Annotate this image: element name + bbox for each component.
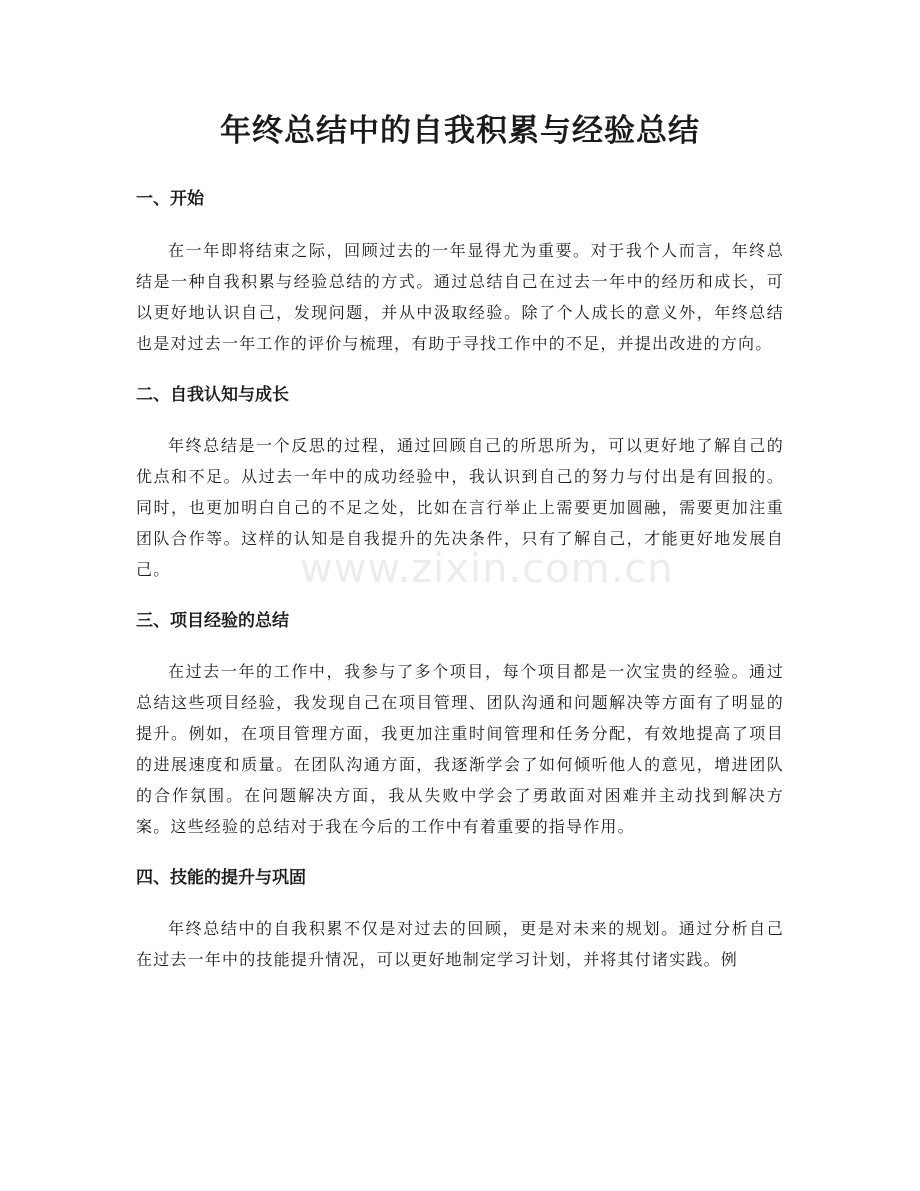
section-project-experience bbox=[136, 608, 784, 842]
section-paragraph: 在过去一年的工作中，我参与了多个项目，每个项目都是一次宝贵的经验。通过总结这些项目经验，我发现自己在项目管理、团队沟通和问题解决等方面有了明显的提升。例如，在项目管理方面，我更加注重时间管理和任务分配，有效地提高了项目的进展速度和质量。在团队沟通方面，我逐渐学会了如何倾听他人的意见，增进团队的合作氛围。在问题解决方面，我从失败中学会了勇敢面对困难并主动找到解决方案。这些经验的总结对于我在今后的工作中有着重要的指导作用。 bbox=[136, 662, 784, 836]
section-start bbox=[136, 186, 784, 359]
section-heading: 四、技能的提升与巩固 bbox=[136, 868, 306, 888]
section-paragraph: 在一年即将结束之际，回顾过去的一年显得尤为重要。对于我个人而言，年终总结是一种自我积累与经验总结的方式。通过总结自己在过去一年中的经历和成长，可以更好地认识自己，发现问题，并从中汲取经验。除了个人成长的意义外，年终总结也是对过去一年工作的评价与梳理，有助于寻找工作中的不足，并提出改进的方向。 bbox=[136, 241, 784, 353]
section-heading: 二、自我认知与成长 bbox=[136, 385, 289, 405]
section-self-awareness bbox=[136, 382, 784, 585]
section-heading: 一、开始 bbox=[136, 189, 204, 209]
document-title: 年终总结中的自我积累与经验总结 bbox=[220, 113, 700, 149]
watermark: www.zixin.com.cn bbox=[300, 546, 674, 592]
section-skills bbox=[136, 865, 784, 975]
section-heading: 三、项目经验的总结 bbox=[136, 611, 289, 631]
section-paragraph: 年终总结中的自我积累不仅是对过去的回顾，更是对未来的规划。通过分析自己在过去一年中的技能提升情况，可以更好地制定学习计划，并将其付诸实践。例 bbox=[136, 919, 784, 969]
section-paragraph: 年终总结是一个反思的过程，通过回顾自己的所思所为，可以更好地了解自己的优点和不足。从过去一年中的成功经验中，我认识到自己的努力与付出是有回报的。同时，也更加明白自己的不足之处，比如在言行举止上需要更加圆融，需要更加注重团队合作等。这样的认知是自我提升的先决条件，只有了解自己，才能更好地发展自己。 bbox=[136, 436, 784, 579]
